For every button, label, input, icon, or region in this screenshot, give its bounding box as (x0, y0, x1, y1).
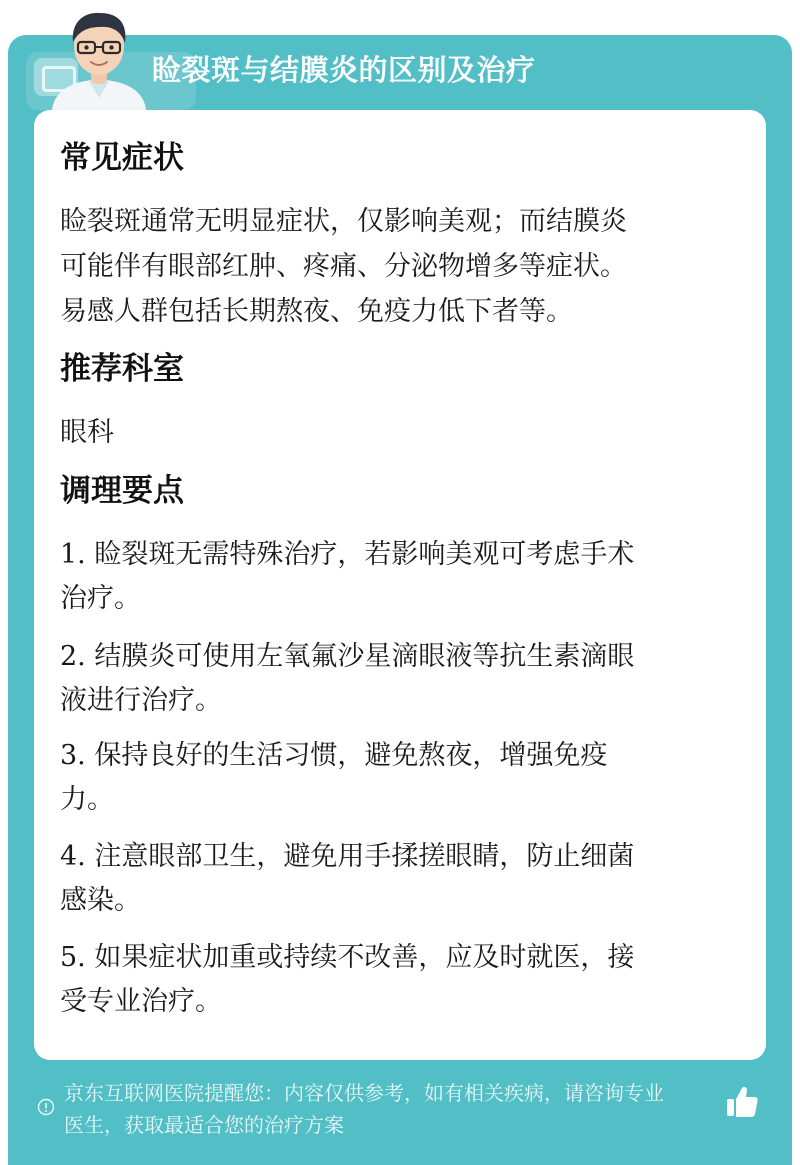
symptoms-line-2: 可能伴有眼部红肿、疼痛、分泌物增多等症状。 (60, 251, 627, 282)
info-icon (37, 1098, 55, 1116)
list-text-cont: 感染。 (60, 885, 141, 916)
list-number: 5. (60, 942, 86, 973)
symptoms-line-1: 睑裂斑通常无明显症状，仅影响美观；而结膜炎 (60, 206, 627, 237)
doctor-avatar (44, 6, 154, 110)
list-item (60, 533, 732, 621)
page-title: 睑裂斑与结膜炎的区别及治疗 (152, 53, 536, 87)
list-item (60, 936, 732, 1024)
list-number: 1. (60, 539, 86, 570)
list-number: 4. (60, 841, 86, 872)
care-heading: 调理要点 (60, 473, 184, 509)
list-text: 注意眼部卫生，避免用手揉搓眼睛，防止细菌 (94, 841, 635, 872)
thumbs-up-icon[interactable] (724, 1084, 760, 1120)
list-text: 结膜炎可使用左氧氟沙星滴眼液等抗生素滴眼 (94, 641, 635, 672)
disclaimer-line-2: 医生，获取最适合您的治疗方案 (64, 1113, 344, 1137)
list-text-cont: 液进行治疗。 (60, 685, 222, 716)
content-card (34, 110, 766, 1060)
list-item (60, 734, 732, 822)
list-text-cont: 力。 (60, 784, 114, 815)
list-item (60, 635, 732, 723)
list-text: 睑裂斑无需特殊治疗，若影响美观可考虑手术 (94, 539, 635, 570)
list-number: 3. (60, 740, 86, 771)
department-text: 眼科 (60, 417, 114, 448)
symptoms-line-3: 易感人群包括长期熬夜、免疫力低下者等。 (60, 296, 573, 327)
list-text-cont: 治疗。 (60, 583, 141, 614)
list-text: 如果症状加重或持续不改善，应及时就医，接 (94, 942, 635, 973)
list-text-cont: 受专业治疗。 (60, 986, 222, 1017)
disclaimer-line-1: 京东互联网医院提醒您：内容仅供参考，如有相关疾病，请咨询专业 (64, 1081, 664, 1105)
disclaimer (64, 1077, 726, 1141)
list-item (60, 835, 732, 923)
list-text: 保持良好的生活习惯，避免熬夜，增强免疫 (94, 740, 608, 771)
list-number: 2. (60, 641, 86, 672)
department-heading: 推荐科室 (60, 351, 184, 387)
symptoms-heading: 常见症状 (60, 140, 184, 176)
